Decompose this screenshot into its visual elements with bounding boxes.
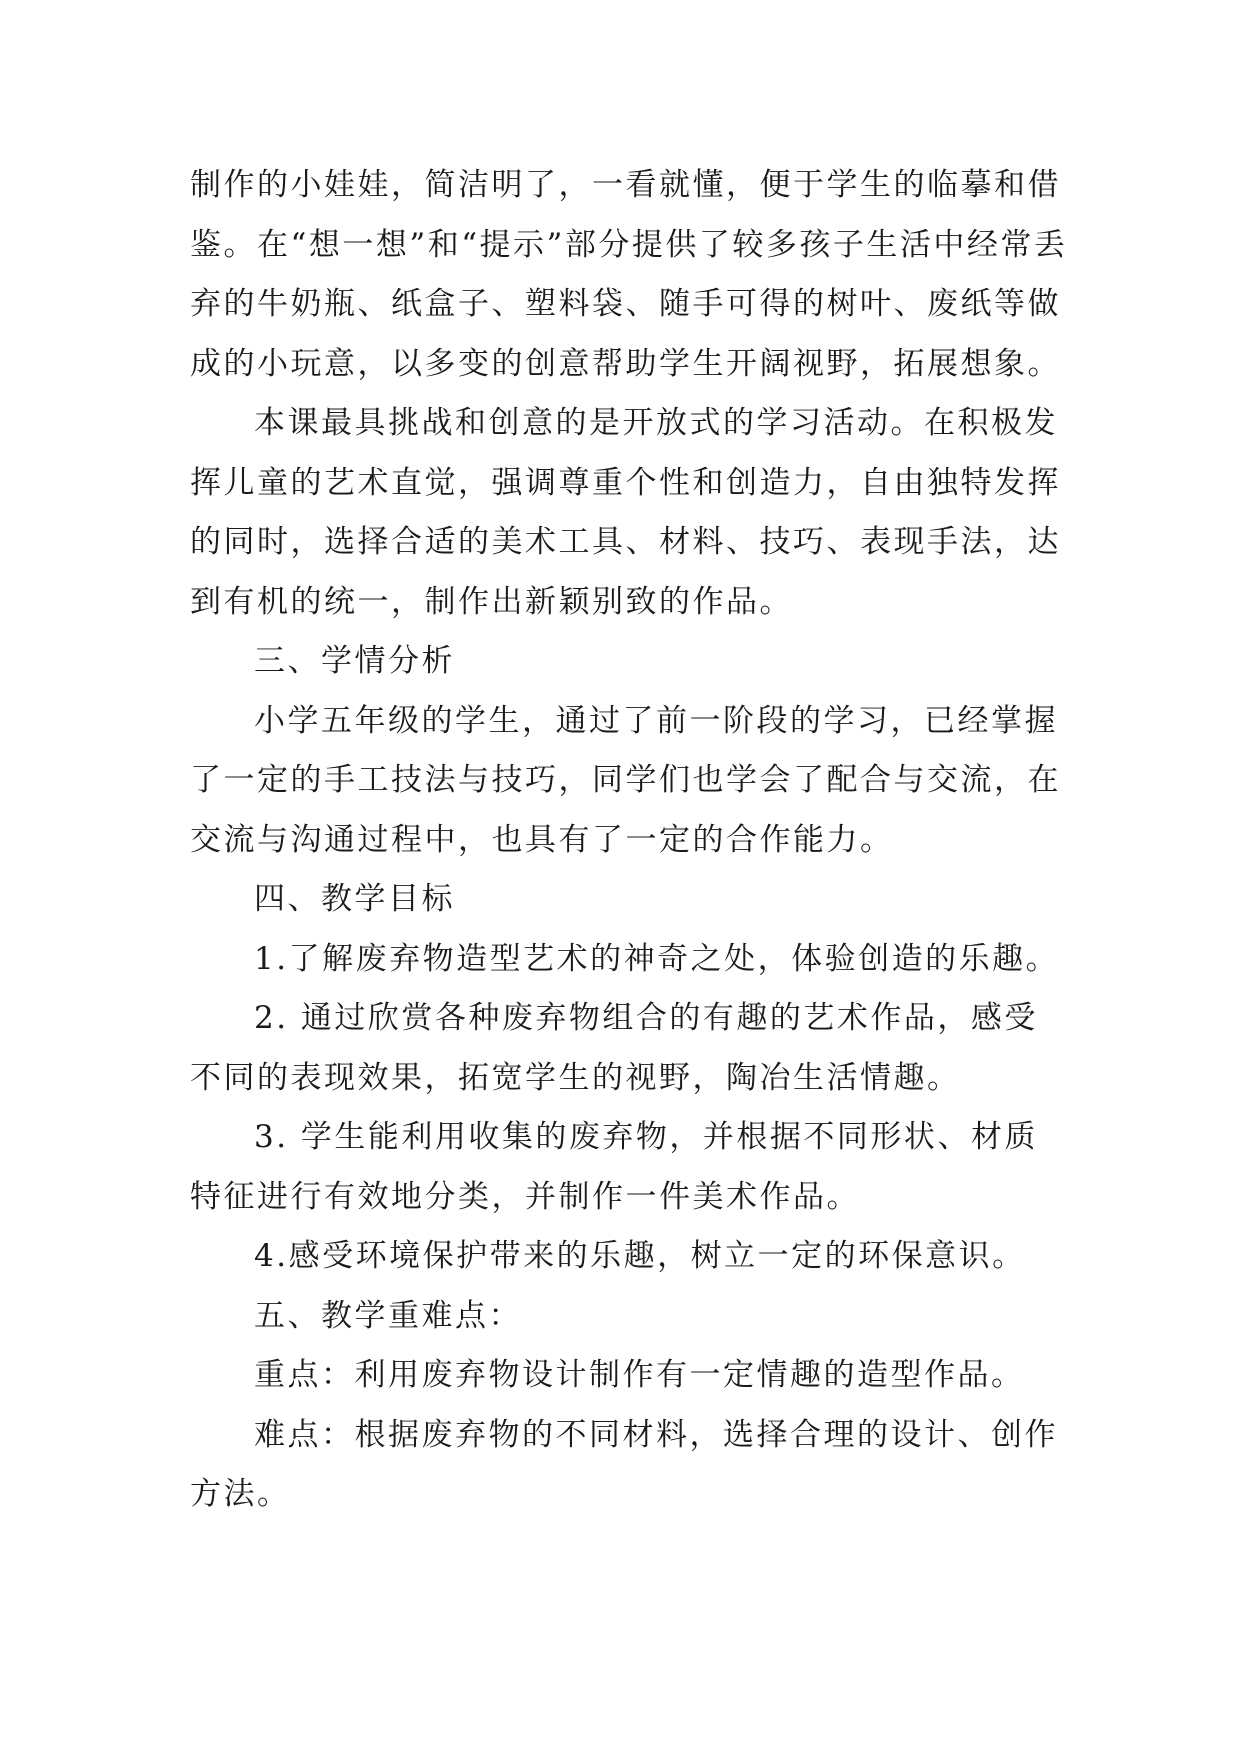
- heading-teaching-goals: 四、教学目标: [254, 881, 455, 917]
- paragraph-student-analysis: 小学五年级的学生，通过了前一阶段的学习，已经掌握了一定的手工技法与技巧，同学们也学会了配合与交流，在交流与沟通过程中，也具有了一定的合作能力。: [190, 702, 1061, 858]
- goal-item-4: 4.感受环境保护带来的乐趣，树立一定的环保意识。: [254, 1238, 1026, 1274]
- goal-item-3: 3. 学生能利用收集的废弃物，并根据不同形状、材质特征进行有效地分类，并制作一件美术作品。: [190, 1119, 1038, 1215]
- paragraph-open-activity: 本课最具挑战和创意的是开放式的学习活动。在积极发挥儿童的艺术直觉，强调尊重个性和创造力，自由独特发挥的同时，选择合适的美术工具、材料、技巧、表现手法，达到有机的统一，制作出新颖别致的作品。: [190, 405, 1061, 620]
- heading-student-analysis: 三、学情分析: [254, 643, 455, 679]
- document-body: [190, 156, 1070, 1525]
- difficult-point: 难点：根据废弃物的不同材料，选择合理的设计、创作方法。: [190, 1416, 1058, 1512]
- goal-item-2: 2. 通过欣赏各种废弃物组合的有趣的艺术作品，感受不同的表现效果，拓宽学生的视野，陶冶生活情趣。: [190, 1000, 1038, 1096]
- heading-key-difficult-points: 五、教学重难点：: [254, 1297, 522, 1334]
- key-point: 重点：利用废弃物设计制作有一定情趣的造型作品。: [254, 1357, 1025, 1393]
- paragraph-materials-intro: 制作的小娃娃，简洁明了，一看就懂，便于学生的临摹和借鉴。在“想一想”和“提示”部分提供了较多孩子生活中经常丢弃的牛奶瓶、纸盒子、塑料袋、随手可得的树叶、废纸等做成的小玩意，以多变的创意帮助学生开阔视野，拓展想象。: [190, 167, 1068, 382]
- goal-item-1: 1.了解废弃物造型艺术的神奇之处，体验创造的乐趣。: [254, 940, 1060, 977]
